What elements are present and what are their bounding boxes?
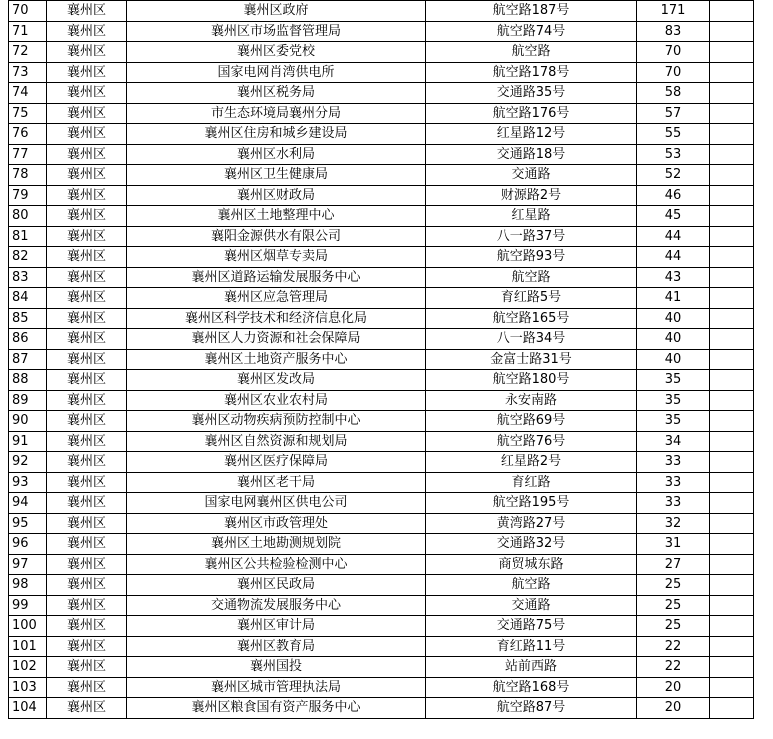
table-row bbox=[9, 206, 754, 227]
district-cell: 襄州区 bbox=[47, 349, 127, 370]
unit-name-cell: 交通物流发展服务中心 bbox=[127, 595, 426, 616]
address-cell: 航空路 bbox=[426, 42, 637, 63]
empty-cell bbox=[710, 616, 754, 637]
address-cell: 航空路195号 bbox=[426, 493, 637, 514]
row-number: 76 bbox=[9, 124, 47, 145]
address-cell: 航空路178号 bbox=[426, 62, 637, 83]
district-cell: 襄州区 bbox=[47, 267, 127, 288]
row-number: 92 bbox=[9, 452, 47, 473]
unit-name-cell: 襄州区水利局 bbox=[127, 144, 426, 165]
unit-name-cell: 襄州区财政局 bbox=[127, 185, 426, 206]
unit-name-cell: 襄州区市场监督管理局 bbox=[127, 21, 426, 42]
row-number: 88 bbox=[9, 370, 47, 391]
table-row bbox=[9, 472, 754, 493]
count-cell: 53 bbox=[637, 144, 710, 165]
unit-name-cell: 市生态环境局襄州分局 bbox=[127, 103, 426, 124]
row-number: 84 bbox=[9, 288, 47, 309]
empty-cell bbox=[710, 575, 754, 596]
table-row bbox=[9, 431, 754, 452]
district-cell: 襄州区 bbox=[47, 370, 127, 391]
address-cell: 商贸城东路 bbox=[426, 554, 637, 575]
unit-name-cell: 襄州区政府 bbox=[127, 1, 426, 22]
address-cell: 航空路165号 bbox=[426, 308, 637, 329]
row-number: 91 bbox=[9, 431, 47, 452]
district-cell: 襄州区 bbox=[47, 452, 127, 473]
row-number: 89 bbox=[9, 390, 47, 411]
unit-name-cell: 襄州区道路运输发展服务中心 bbox=[127, 267, 426, 288]
table-row bbox=[9, 21, 754, 42]
count-cell: 20 bbox=[637, 698, 710, 719]
count-cell: 22 bbox=[637, 636, 710, 657]
address-cell: 八一路34号 bbox=[426, 329, 637, 350]
district-cell: 襄州区 bbox=[47, 534, 127, 555]
table-row bbox=[9, 677, 754, 698]
table-row bbox=[9, 698, 754, 719]
address-cell: 红星路2号 bbox=[426, 452, 637, 473]
table-row bbox=[9, 267, 754, 288]
district-cell: 襄州区 bbox=[47, 677, 127, 698]
row-number: 75 bbox=[9, 103, 47, 124]
unit-name-cell: 襄州区自然资源和规划局 bbox=[127, 431, 426, 452]
address-cell: 育红路 bbox=[426, 472, 637, 493]
count-cell: 40 bbox=[637, 329, 710, 350]
empty-cell bbox=[710, 247, 754, 268]
count-cell: 25 bbox=[637, 595, 710, 616]
count-cell: 31 bbox=[637, 534, 710, 555]
count-cell: 27 bbox=[637, 554, 710, 575]
row-number: 74 bbox=[9, 83, 47, 104]
count-cell: 70 bbox=[637, 42, 710, 63]
empty-cell bbox=[710, 431, 754, 452]
unit-name-cell: 国家电网襄州区供电公司 bbox=[127, 493, 426, 514]
empty-cell bbox=[710, 165, 754, 186]
district-cell: 襄州区 bbox=[47, 42, 127, 63]
table-row bbox=[9, 616, 754, 637]
unit-name-cell: 襄州区发改局 bbox=[127, 370, 426, 391]
row-number: 78 bbox=[9, 165, 47, 186]
unit-name-cell: 襄州国投 bbox=[127, 657, 426, 678]
row-number: 101 bbox=[9, 636, 47, 657]
row-number: 83 bbox=[9, 267, 47, 288]
unit-name-cell: 襄州区农业农村局 bbox=[127, 390, 426, 411]
table-row bbox=[9, 370, 754, 391]
address-cell: 航空路 bbox=[426, 575, 637, 596]
row-number: 102 bbox=[9, 657, 47, 678]
count-cell: 33 bbox=[637, 493, 710, 514]
table-row bbox=[9, 62, 754, 83]
table-row bbox=[9, 452, 754, 473]
district-cell: 襄州区 bbox=[47, 698, 127, 719]
empty-cell bbox=[710, 206, 754, 227]
address-cell: 交通路32号 bbox=[426, 534, 637, 555]
address-cell: 金富士路31号 bbox=[426, 349, 637, 370]
count-cell: 25 bbox=[637, 616, 710, 637]
empty-cell bbox=[710, 349, 754, 370]
district-cell: 襄州区 bbox=[47, 411, 127, 432]
row-number: 82 bbox=[9, 247, 47, 268]
district-cell: 襄州区 bbox=[47, 247, 127, 268]
address-cell: 红星路12号 bbox=[426, 124, 637, 145]
district-cell: 襄州区 bbox=[47, 329, 127, 350]
row-number: 77 bbox=[9, 144, 47, 165]
district-cell: 襄州区 bbox=[47, 636, 127, 657]
table-row bbox=[9, 288, 754, 309]
table-row bbox=[9, 1, 754, 22]
count-cell: 171 bbox=[637, 1, 710, 22]
count-cell: 58 bbox=[637, 83, 710, 104]
district-cell: 襄州区 bbox=[47, 554, 127, 575]
row-number: 81 bbox=[9, 226, 47, 247]
address-cell: 育红路5号 bbox=[426, 288, 637, 309]
row-number: 95 bbox=[9, 513, 47, 534]
row-number: 96 bbox=[9, 534, 47, 555]
empty-cell bbox=[710, 103, 754, 124]
count-cell: 43 bbox=[637, 267, 710, 288]
row-number: 94 bbox=[9, 493, 47, 514]
table-body bbox=[9, 1, 754, 719]
unit-name-cell: 襄州区应急管理局 bbox=[127, 288, 426, 309]
row-number: 80 bbox=[9, 206, 47, 227]
address-cell: 航空路 bbox=[426, 267, 637, 288]
address-cell: 航空路76号 bbox=[426, 431, 637, 452]
table-row bbox=[9, 124, 754, 145]
district-cell: 襄州区 bbox=[47, 62, 127, 83]
unit-name-cell: 襄州区人力资源和社会保障局 bbox=[127, 329, 426, 350]
address-cell: 财源路2号 bbox=[426, 185, 637, 206]
district-cell: 襄州区 bbox=[47, 206, 127, 227]
district-cell: 襄州区 bbox=[47, 165, 127, 186]
table-row bbox=[9, 247, 754, 268]
empty-cell bbox=[710, 124, 754, 145]
unit-name-cell: 襄阳金源供水有限公司 bbox=[127, 226, 426, 247]
row-number: 79 bbox=[9, 185, 47, 206]
address-cell: 航空路93号 bbox=[426, 247, 637, 268]
unit-name-cell: 襄州区审计局 bbox=[127, 616, 426, 637]
row-number: 87 bbox=[9, 349, 47, 370]
count-cell: 35 bbox=[637, 390, 710, 411]
count-cell: 32 bbox=[637, 513, 710, 534]
district-cell: 襄州区 bbox=[47, 513, 127, 534]
empty-cell bbox=[710, 308, 754, 329]
empty-cell bbox=[710, 62, 754, 83]
address-cell: 交通路 bbox=[426, 595, 637, 616]
unit-name-cell: 襄州区住房和城乡建设局 bbox=[127, 124, 426, 145]
count-cell: 52 bbox=[637, 165, 710, 186]
district-cell: 襄州区 bbox=[47, 144, 127, 165]
table-row bbox=[9, 103, 754, 124]
table-row bbox=[9, 534, 754, 555]
unit-name-cell: 襄州区公共检验检测中心 bbox=[127, 554, 426, 575]
unit-name-cell: 襄州区教育局 bbox=[127, 636, 426, 657]
count-cell: 33 bbox=[637, 452, 710, 473]
count-cell: 44 bbox=[637, 226, 710, 247]
row-number: 71 bbox=[9, 21, 47, 42]
row-number: 86 bbox=[9, 329, 47, 350]
table-row bbox=[9, 554, 754, 575]
district-cell: 襄州区 bbox=[47, 595, 127, 616]
empty-cell bbox=[710, 83, 754, 104]
empty-cell bbox=[710, 452, 754, 473]
table-row bbox=[9, 42, 754, 63]
table-row bbox=[9, 226, 754, 247]
table-row bbox=[9, 493, 754, 514]
unit-name-cell: 襄州区老干局 bbox=[127, 472, 426, 493]
empty-cell bbox=[710, 370, 754, 391]
empty-cell bbox=[710, 21, 754, 42]
table-row bbox=[9, 165, 754, 186]
unit-name-cell: 襄州区土地资产服务中心 bbox=[127, 349, 426, 370]
table-row bbox=[9, 513, 754, 534]
district-cell: 襄州区 bbox=[47, 657, 127, 678]
unit-name-cell: 襄州区动物疾病预防控制中心 bbox=[127, 411, 426, 432]
data-table bbox=[8, 0, 754, 719]
count-cell: 44 bbox=[637, 247, 710, 268]
table-row bbox=[9, 411, 754, 432]
district-cell: 襄州区 bbox=[47, 575, 127, 596]
district-cell: 襄州区 bbox=[47, 1, 127, 22]
address-cell: 黄湾路27号 bbox=[426, 513, 637, 534]
address-cell: 航空路176号 bbox=[426, 103, 637, 124]
row-number: 93 bbox=[9, 472, 47, 493]
address-cell: 交通路18号 bbox=[426, 144, 637, 165]
count-cell: 25 bbox=[637, 575, 710, 596]
unit-name-cell: 国家电网肖湾供电所 bbox=[127, 62, 426, 83]
empty-cell bbox=[710, 226, 754, 247]
district-cell: 襄州区 bbox=[47, 616, 127, 637]
unit-name-cell: 襄州区卫生健康局 bbox=[127, 165, 426, 186]
empty-cell bbox=[710, 144, 754, 165]
address-cell: 航空路180号 bbox=[426, 370, 637, 391]
address-cell: 航空路168号 bbox=[426, 677, 637, 698]
table-row bbox=[9, 390, 754, 411]
count-cell: 57 bbox=[637, 103, 710, 124]
row-number: 90 bbox=[9, 411, 47, 432]
empty-cell bbox=[710, 472, 754, 493]
district-cell: 襄州区 bbox=[47, 124, 127, 145]
unit-name-cell: 襄州区城市管理执法局 bbox=[127, 677, 426, 698]
address-cell: 育红路11号 bbox=[426, 636, 637, 657]
unit-name-cell: 襄州区医疗保障局 bbox=[127, 452, 426, 473]
count-cell: 40 bbox=[637, 349, 710, 370]
address-cell: 航空路87号 bbox=[426, 698, 637, 719]
district-cell: 襄州区 bbox=[47, 185, 127, 206]
district-cell: 襄州区 bbox=[47, 83, 127, 104]
count-cell: 55 bbox=[637, 124, 710, 145]
count-cell: 83 bbox=[637, 21, 710, 42]
count-cell: 40 bbox=[637, 308, 710, 329]
address-cell: 站前西路 bbox=[426, 657, 637, 678]
row-number: 73 bbox=[9, 62, 47, 83]
district-cell: 襄州区 bbox=[47, 103, 127, 124]
address-cell: 八一路37号 bbox=[426, 226, 637, 247]
empty-cell bbox=[710, 42, 754, 63]
table-row bbox=[9, 83, 754, 104]
unit-name-cell: 襄州区土地勘测规划院 bbox=[127, 534, 426, 555]
count-cell: 34 bbox=[637, 431, 710, 452]
empty-cell bbox=[710, 185, 754, 206]
address-cell: 航空路69号 bbox=[426, 411, 637, 432]
address-cell: 交通路 bbox=[426, 165, 637, 186]
unit-name-cell: 襄州区烟草专卖局 bbox=[127, 247, 426, 268]
count-cell: 33 bbox=[637, 472, 710, 493]
unit-name-cell: 襄州区委党校 bbox=[127, 42, 426, 63]
table-row bbox=[9, 185, 754, 206]
empty-cell bbox=[710, 411, 754, 432]
table-row bbox=[9, 575, 754, 596]
empty-cell bbox=[710, 595, 754, 616]
count-cell: 41 bbox=[637, 288, 710, 309]
empty-cell bbox=[710, 1, 754, 22]
district-cell: 襄州区 bbox=[47, 308, 127, 329]
row-number: 98 bbox=[9, 575, 47, 596]
table-row bbox=[9, 329, 754, 350]
district-cell: 襄州区 bbox=[47, 431, 127, 452]
unit-name-cell: 襄州区市政管理处 bbox=[127, 513, 426, 534]
row-number: 85 bbox=[9, 308, 47, 329]
district-cell: 襄州区 bbox=[47, 472, 127, 493]
count-cell: 22 bbox=[637, 657, 710, 678]
address-cell: 交通路75号 bbox=[426, 616, 637, 637]
row-number: 70 bbox=[9, 1, 47, 22]
empty-cell bbox=[710, 698, 754, 719]
unit-name-cell: 襄州区民政局 bbox=[127, 575, 426, 596]
row-number: 97 bbox=[9, 554, 47, 575]
empty-cell bbox=[710, 513, 754, 534]
row-number: 72 bbox=[9, 42, 47, 63]
empty-cell bbox=[710, 288, 754, 309]
empty-cell bbox=[710, 534, 754, 555]
count-cell: 70 bbox=[637, 62, 710, 83]
table-row bbox=[9, 595, 754, 616]
address-cell: 红星路 bbox=[426, 206, 637, 227]
district-cell: 襄州区 bbox=[47, 390, 127, 411]
table-row bbox=[9, 144, 754, 165]
table-row bbox=[9, 636, 754, 657]
empty-cell bbox=[710, 657, 754, 678]
row-number: 100 bbox=[9, 616, 47, 637]
count-cell: 20 bbox=[637, 677, 710, 698]
table-row bbox=[9, 308, 754, 329]
district-cell: 襄州区 bbox=[47, 21, 127, 42]
table-row bbox=[9, 657, 754, 678]
row-number: 99 bbox=[9, 595, 47, 616]
empty-cell bbox=[710, 554, 754, 575]
district-cell: 襄州区 bbox=[47, 493, 127, 514]
empty-cell bbox=[710, 636, 754, 657]
empty-cell bbox=[710, 329, 754, 350]
row-number: 103 bbox=[9, 677, 47, 698]
address-cell: 航空路74号 bbox=[426, 21, 637, 42]
empty-cell bbox=[710, 390, 754, 411]
unit-name-cell: 襄州区科学技术和经济信息化局 bbox=[127, 308, 426, 329]
empty-cell bbox=[710, 267, 754, 288]
count-cell: 46 bbox=[637, 185, 710, 206]
table-row bbox=[9, 349, 754, 370]
district-cell: 襄州区 bbox=[47, 288, 127, 309]
count-cell: 35 bbox=[637, 370, 710, 391]
district-cell: 襄州区 bbox=[47, 226, 127, 247]
count-cell: 45 bbox=[637, 206, 710, 227]
count-cell: 35 bbox=[637, 411, 710, 432]
row-number: 104 bbox=[9, 698, 47, 719]
address-cell: 航空路187号 bbox=[426, 1, 637, 22]
empty-cell bbox=[710, 493, 754, 514]
address-cell: 交通路35号 bbox=[426, 83, 637, 104]
address-cell: 永安南路 bbox=[426, 390, 637, 411]
unit-name-cell: 襄州区税务局 bbox=[127, 83, 426, 104]
unit-name-cell: 襄州区粮食国有资产服务中心 bbox=[127, 698, 426, 719]
empty-cell bbox=[710, 677, 754, 698]
unit-name-cell: 襄州区土地整理中心 bbox=[127, 206, 426, 227]
